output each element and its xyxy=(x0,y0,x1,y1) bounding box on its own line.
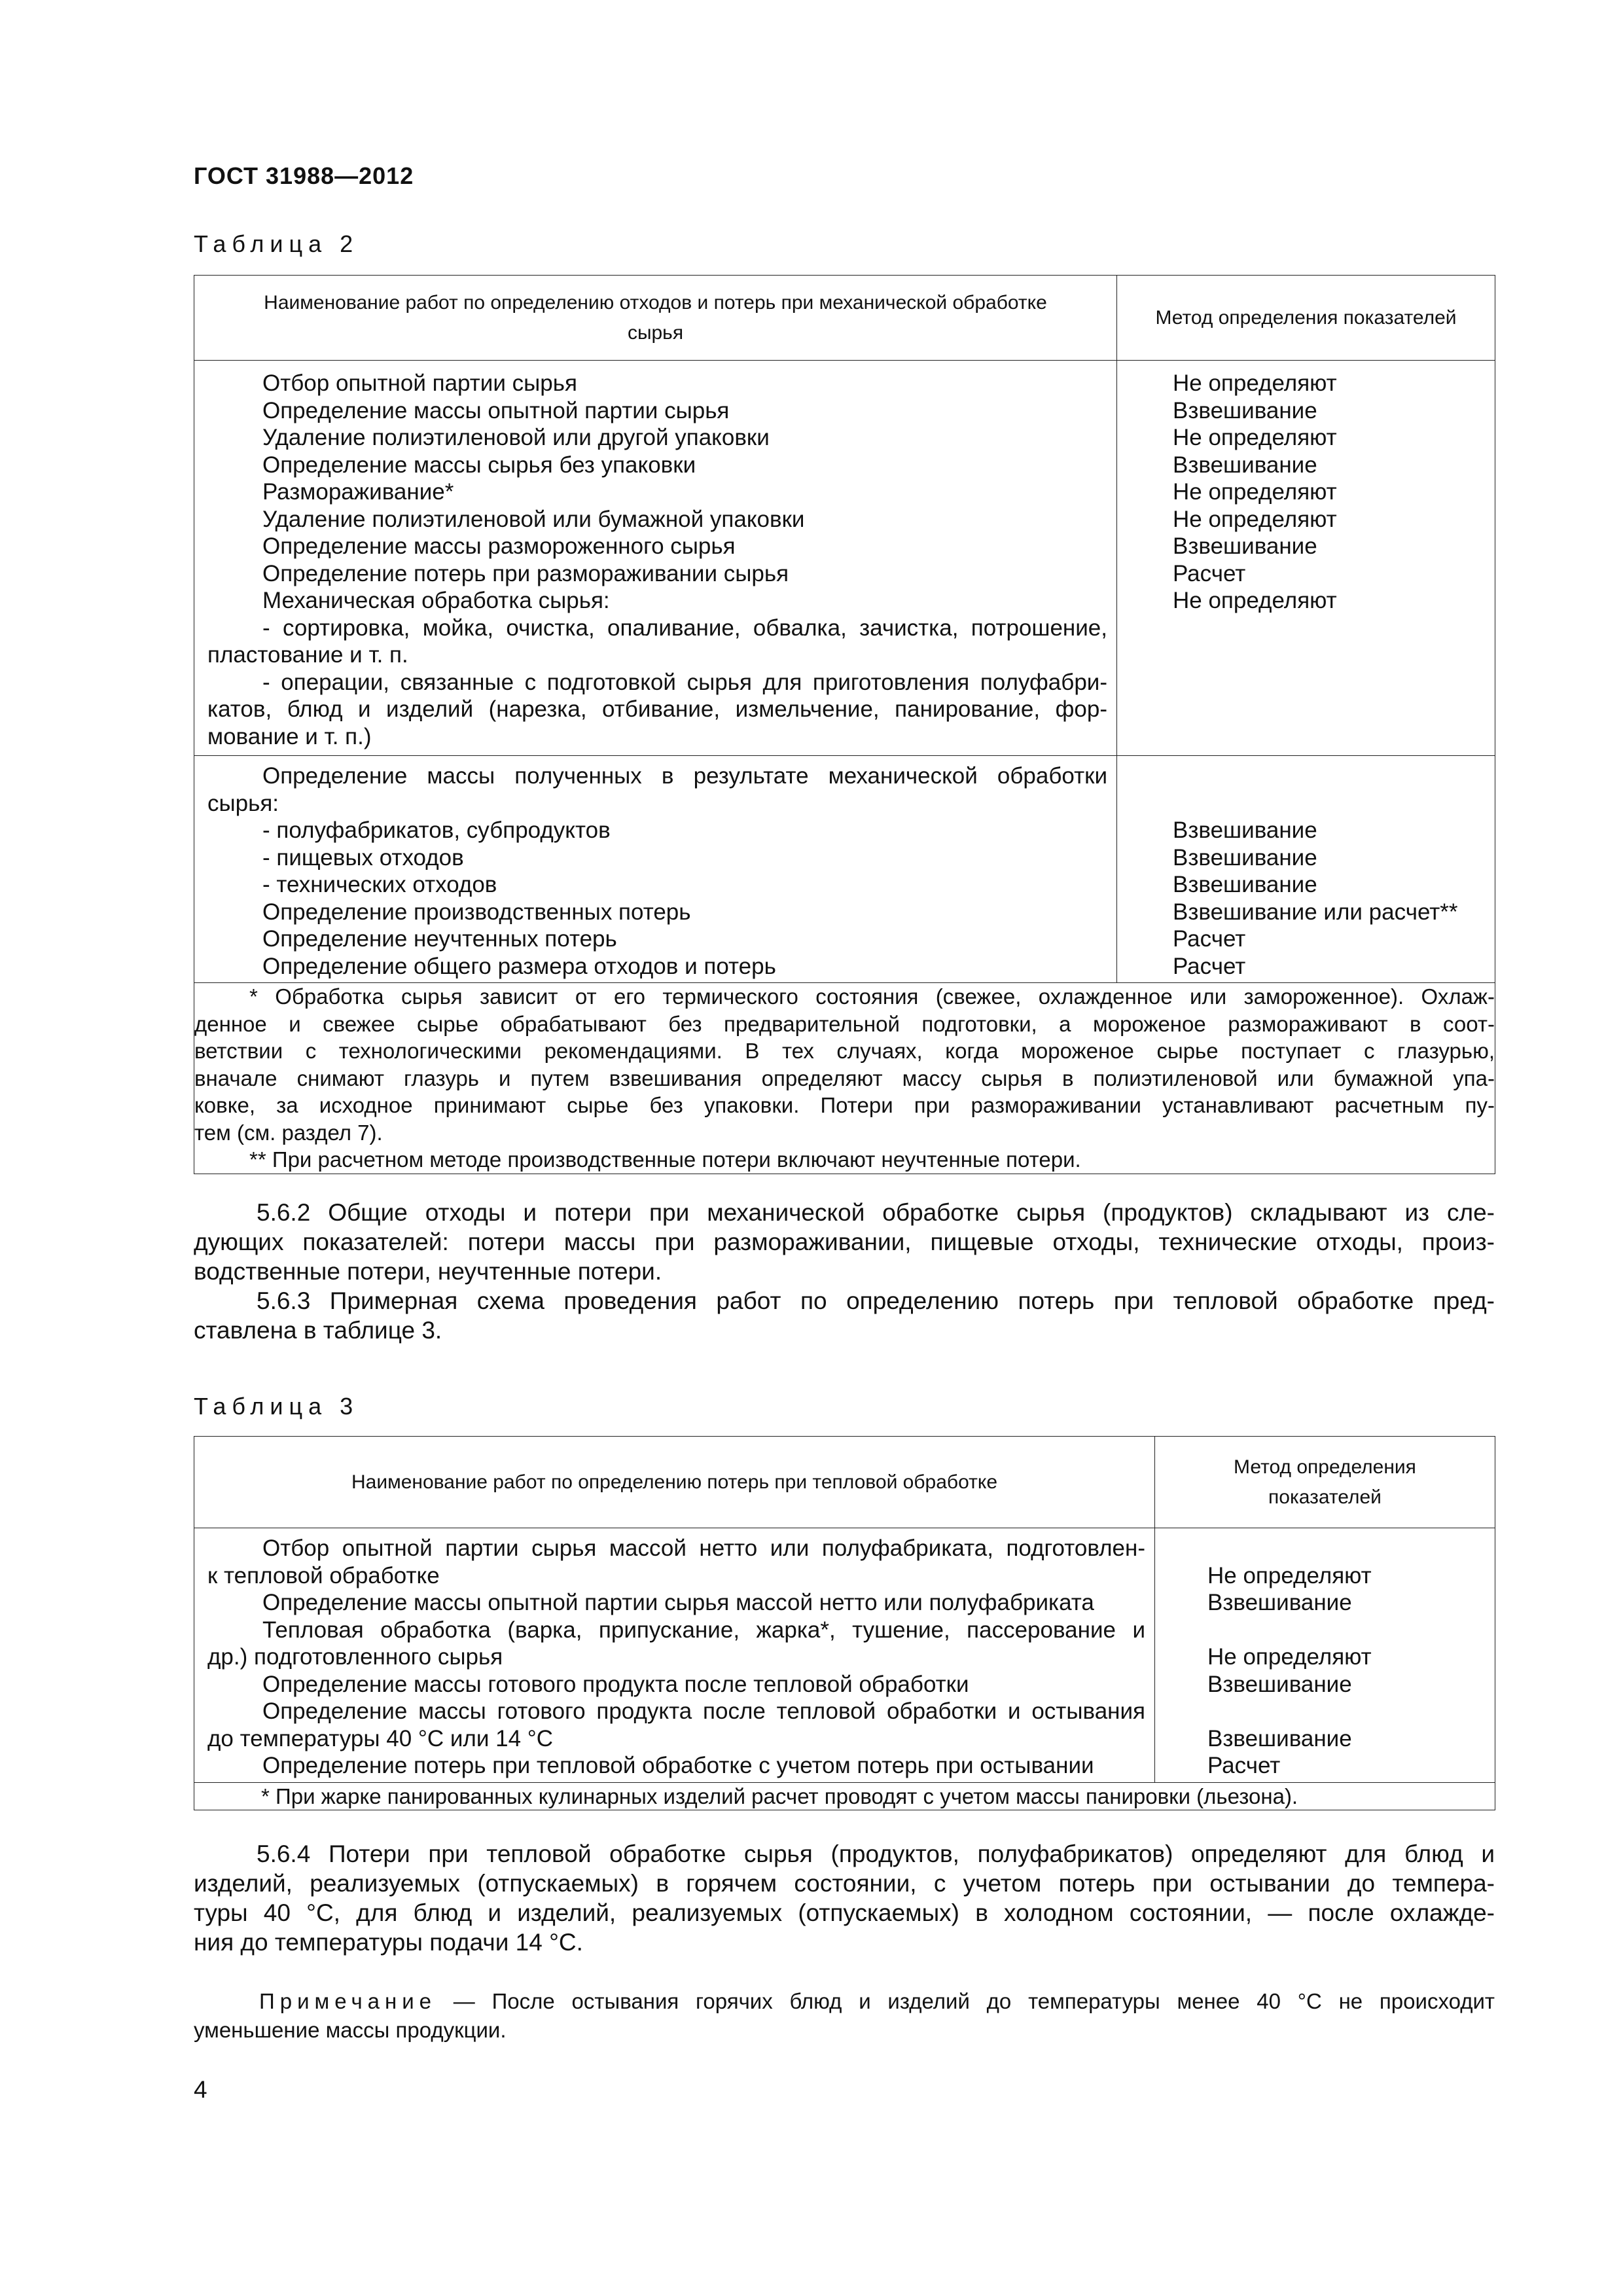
table3-header-method-line1: Метод определения xyxy=(1234,1456,1416,1478)
table3-work xyxy=(194,1535,1154,1780)
table3-header-method-line2: показателей xyxy=(1268,1486,1382,1508)
table2-group2-work xyxy=(194,762,1116,980)
work-line: - пищевых отходов xyxy=(262,844,464,870)
work-line: Определение общего размера отходов и потерь xyxy=(262,953,776,979)
work-line: Определение потерь при тепловой обработке с учетом потерь при остывании xyxy=(262,1753,1094,1778)
table3-header-method xyxy=(1155,1437,1495,1528)
table2-group1-row xyxy=(194,361,1495,756)
paragraph-line: дующих показателей: потери массы при размораживании, пищевые отходы, технические отходы, произ- xyxy=(194,1229,1495,1255)
method-line: Не определяют xyxy=(1207,1562,1372,1588)
work-line: др.) подготовленного сырья xyxy=(207,1644,503,1670)
method-line: Взвешивание xyxy=(1173,844,1317,870)
method-line: Расчет xyxy=(1173,560,1246,586)
table3-header-work: Наименование работ по определению потерь при тепловой обработке xyxy=(194,1437,1155,1528)
work-line: Отбор опытной партии сырья xyxy=(262,370,577,396)
method-line: Взвешивание xyxy=(1207,1725,1352,1751)
work-line: катов, блюд и изделий (нарезка, отбивание, измельчение, панирование, фор- xyxy=(207,696,1107,722)
method-line: Взвешивание xyxy=(1207,1590,1352,1615)
paragraph-5-6-4 xyxy=(194,1839,1495,1957)
method-line xyxy=(1207,1535,1495,1562)
work-line: - полуфабрикатов, субпродуктов xyxy=(262,817,611,843)
paragraph-line: туры 40 °С, для блюд и изделий, реализуемых (отпускаемых) в холодном состоянии, — после охлажде- xyxy=(194,1899,1495,1926)
table2-group2-row xyxy=(194,756,1495,983)
paragraph-line: 5.6.3 Примерная схема проведения работ по определению потерь при тепловой обработке пред- xyxy=(257,1287,1495,1314)
work-line: Определение массы сырья без упаковки xyxy=(262,452,696,478)
method-line: Взвешивание xyxy=(1173,817,1317,843)
method-line: Взвешивание xyxy=(1173,452,1317,478)
table3 xyxy=(194,1436,1495,1810)
table2-header-work-line1: Наименование работ по определению отходов и потерь при механической обработке xyxy=(264,291,1047,314)
paragraph-line: изделий, реализуемых (отпускаемых) в горячем состоянии, с учетом потерь при остывании до темпера- xyxy=(194,1870,1495,1897)
footnote-line: денное и свежее сырье обрабатывают без предварительной подготовки, а мороженое размораживают в соот- xyxy=(194,1011,1495,1036)
method-line: Расчет xyxy=(1207,1753,1281,1778)
table3-method xyxy=(1155,1535,1495,1780)
note-line2: уменьшение массы продукции. xyxy=(194,2018,507,2042)
work-line: Определение потерь при размораживании сырья xyxy=(262,560,789,586)
footnote-line: тем (см. раздел 7). xyxy=(194,1120,383,1145)
table2-group1-method xyxy=(1117,370,1495,615)
table2 xyxy=(194,275,1495,1174)
paragraph-line: 5.6.4 Потери при тепловой обработке сырья (продуктов, полуфабрикатов) определяют для блюд и xyxy=(257,1840,1495,1867)
method-line xyxy=(1173,762,1495,790)
table2-header-work-line2: сырья xyxy=(627,321,684,344)
note xyxy=(194,1987,1495,2045)
method-line xyxy=(1207,1617,1495,1644)
footnote-line: * Обработка сырья зависит от его термического состояния (свежее, охлажденное или замороженное). Охлаж- xyxy=(249,984,1495,1009)
work-line: Определение производственных потерь xyxy=(262,899,691,925)
work-line: сырья: xyxy=(207,790,279,816)
method-line: Взвешивание xyxy=(1173,397,1317,423)
table3-caption: Таблица 3 xyxy=(194,1393,359,1420)
method-line: Взвешивание или расчет** xyxy=(1173,899,1458,925)
table2-group1-work xyxy=(194,370,1116,750)
table2-footnote-row xyxy=(194,983,1495,1174)
work-line: Удаление полиэтиленовой или бумажной упаковки xyxy=(262,506,805,532)
table2-header-work xyxy=(194,276,1117,361)
method-line xyxy=(1173,790,1495,817)
work-line: Отбор опытной партии сырья массой нетто или полуфабриката, подготовлен- xyxy=(262,1535,1145,1561)
paragraph-5-6-3 xyxy=(194,1286,1495,1345)
work-line: - операции, связанные с подготовкой сырья для приготовления полуфабри- xyxy=(262,669,1107,695)
footnote-line: ** При расчетном методе производственные потери включают неучтенные потери. xyxy=(249,1147,1081,1172)
note-text: — После остывания горячих блюд и изделий до температуры менее 40 °С не происходит xyxy=(437,1989,1495,2013)
paragraph-line: 5.6.2 Общие отходы и потери при механической обработке сырья (продуктов) складывают из сле- xyxy=(257,1199,1495,1226)
method-line: Не определяют xyxy=(1207,1644,1372,1670)
note-label: Примечание xyxy=(259,1989,437,2013)
method-line: Не определяют xyxy=(1173,479,1337,505)
method-line xyxy=(1207,1698,1495,1725)
work-line: Тепловая обработка (варка, припускание, жарка*, тушение, пассерование и xyxy=(262,1617,1145,1643)
method-line: Расчет xyxy=(1173,926,1246,952)
work-line: Определение массы полученных в результате механической обработки xyxy=(262,763,1107,789)
footnote-line: ветствии с технологическими рекомендациями. В тех случаях, когда мороженое сырье поступает с глазурью, xyxy=(194,1039,1495,1063)
table2-group2-method xyxy=(1117,762,1495,980)
work-line: Определение массы опытной партии сырья массой нетто или полуфабриката xyxy=(262,1590,1094,1615)
work-line: Размораживание* xyxy=(262,479,454,505)
work-line: Определение массы готового продукта после тепловой обработки xyxy=(262,1671,969,1697)
work-line: Механическая обработка сырья: xyxy=(262,588,610,613)
table2-footnote xyxy=(194,983,1495,1174)
work-line: Определение неучтенных потерь xyxy=(262,926,617,952)
table3-footnote-row xyxy=(194,1782,1495,1810)
method-line: Не определяют xyxy=(1173,370,1337,396)
paragraph-5-6-2 xyxy=(194,1198,1495,1286)
method-line: Взвешивание xyxy=(1173,533,1317,559)
table2-header-method: Метод определения показателей xyxy=(1117,276,1495,361)
work-line: до температуры 40 °С или 14 °С xyxy=(207,1725,554,1751)
paragraph-line: водственные потери, неучтенные потери. xyxy=(194,1258,662,1285)
table2-caption: Таблица 2 xyxy=(194,230,359,257)
method-line: Взвешивание xyxy=(1173,872,1317,897)
document-header: ГОСТ 31988—2012 xyxy=(194,162,414,189)
method-line: Не определяют xyxy=(1173,588,1337,613)
paragraph-line: ставлена в таблице 3. xyxy=(194,1317,442,1344)
work-line: Удаление полиэтиленовой или другой упаковки xyxy=(262,425,770,450)
paragraph-line: ния до температуры подачи 14 °С. xyxy=(194,1929,583,1956)
work-line: мование и т. п.) xyxy=(207,723,372,749)
method-line: Взвешивание xyxy=(1207,1671,1352,1697)
work-line: - технических отходов xyxy=(262,872,497,897)
method-line: Не определяют xyxy=(1173,506,1337,532)
note-line1 xyxy=(194,1987,1495,2016)
work-line: - сортировка, мойка, очистка, опаливание, обвалка, зачистка, потрошение, xyxy=(262,615,1107,641)
page-number: 4 xyxy=(194,2076,207,2103)
footnote-line: вначале снимают глазурь и путем взвешивания определяют массу сырья в полиэтиленовой или бумажной упа- xyxy=(194,1066,1495,1090)
table3-body-row xyxy=(194,1528,1495,1783)
work-line: Определение массы размороженного сырья xyxy=(262,533,736,559)
footnote-line: ковке, за исходное принимают сырье без упаковки. Потери при размораживании устанавливают расчетным пу- xyxy=(194,1093,1495,1117)
table3-footnote: * При жарке панированных кулинарных изделий расчет проводят с учетом массы панировки (льезона). xyxy=(194,1782,1495,1810)
work-line: к тепловой обработке xyxy=(207,1562,440,1588)
method-line: Расчет xyxy=(1173,953,1246,979)
work-line: Определение массы опытной партии сырья xyxy=(262,397,730,423)
method-line: Не определяют xyxy=(1173,425,1337,450)
work-line: пластование и т. п. xyxy=(207,642,408,668)
work-line: Определение массы готового продукта после тепловой обработки и остывания xyxy=(262,1698,1145,1724)
